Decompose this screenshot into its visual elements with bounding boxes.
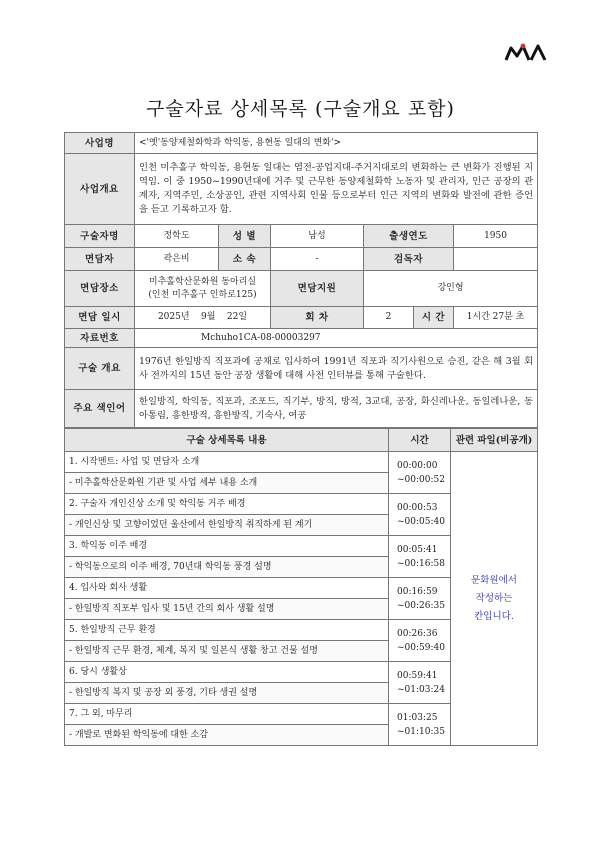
narrator-label: 구술자명 — [65, 225, 135, 248]
place-name: 미추홀학산문화원 동아리실 — [148, 276, 257, 287]
code-value: Mchuho1CA-08-00003297 — [135, 329, 538, 348]
section-time — [389, 494, 451, 536]
keywords-value: 한일방직, 학익동, 직포과, 조포드, 직기부, 방직, 방적, 3교대, 공장, 화신레나운, 동일레나운, 동아통림, 흥한방적, 흥한방직, 기숙사, 여공 — [135, 390, 538, 428]
section-time-start: 00:00:53 — [397, 502, 438, 513]
birth-year-value: 1950 — [454, 225, 538, 248]
section-time-end: ~01:03:24 — [397, 684, 445, 695]
project-value: <'옛'동양제철화학과 학익동, 용현동 일대의 변화'> — [135, 133, 538, 154]
section-time — [389, 452, 451, 494]
section-time — [389, 704, 451, 746]
section-time-start: 00:05:41 — [397, 544, 438, 555]
section-detail: - 개인신상 및 고향이었던 울산에서 한일방직 취직하게 된 계기 — [65, 515, 389, 536]
section-time-start: 00:00:00 — [397, 460, 438, 471]
date-day: 22일 — [226, 312, 248, 322]
section-title: 7. 그 외, 마무리 — [65, 704, 389, 725]
section-time-end: ~00:05:40 — [397, 516, 445, 527]
section-title: 5. 한일방직 근무 환경 — [65, 620, 389, 641]
keywords-label: 주요 색인어 — [65, 390, 135, 428]
date-month: 9월 — [201, 312, 216, 322]
section-title: 3. 학익동 이주 배경 — [65, 536, 389, 557]
date-value — [135, 307, 271, 329]
section-time-end: ~00:00:52 — [397, 474, 445, 485]
section-time-end: ~01:10:35 — [397, 726, 445, 737]
place-label: 면담장소 — [65, 271, 135, 307]
section-detail: - 한일방직 복지 및 공장 외 풍경, 기타 생권 설명 — [65, 683, 389, 704]
section-time — [389, 578, 451, 620]
date-year: 2025년 — [157, 312, 190, 322]
section-time-end: ~00:26:35 — [397, 600, 445, 611]
note-line: 칸입니다. — [474, 610, 514, 622]
duration-label: 시 간 — [414, 307, 454, 329]
interviewer-value: 곽은비 — [135, 248, 219, 271]
round-value: 2 — [364, 307, 414, 329]
note-line: 문화원에서 — [471, 574, 517, 586]
detail-table — [64, 428, 538, 746]
reviewer-label: 검독자 — [364, 248, 454, 271]
section-time — [389, 662, 451, 704]
section-time-end: ~00:59:40 — [397, 642, 445, 653]
summary-value: 1976년 한일방직 직포과에 공채로 입사하여 1991년 직포과 직기사원으로 승진, 같은 해 3월 회사 전까지의 15년 동안 공장 생활에 대해 사전 인터뷰를 통해 구술한다. — [135, 348, 538, 390]
page-title: 구술자료 상세목록 (구술개요 포함) — [146, 98, 455, 120]
assistant-value: 강인형 — [364, 271, 538, 307]
section-detail: - 한일방직 직포부 입사 및 15년 간의 회사 생활 설명 — [65, 599, 389, 620]
reviewer-value — [454, 248, 538, 271]
interviewer-label: 면담자 — [65, 248, 135, 271]
narrator-value: 정학도 — [135, 225, 219, 248]
section-time-end: ~00:16:58 — [397, 558, 445, 569]
section-detail: - 개발로 변화된 학익동에 대한 소감 — [65, 725, 389, 746]
section-time-start: 00:59:41 — [397, 670, 438, 681]
affiliation-value: - — [271, 248, 364, 271]
overview-value: 인천 미추홀구 학익동, 용현동 일대는 염전-공업지대-주거지대로의 변화하는 큰 변화가 진행된 지역임. 이 중 1950~1990년대에 거주 및 근무한 동양제철화학 노동자 및 관리자, 인근 공장의 관계자, 지역주민, 소상공인, 관련 지역사회 인물 등으로부터 인근 지역의 변화와 발전에 관한 증언을 듣고 기록하고자 함. — [135, 154, 538, 225]
section-detail: - 한일방직 근무 환경, 체계, 복지 및 일본식 생활 창고 건물 설명 — [65, 641, 389, 662]
duration-value: 1시간 27분 초 — [454, 307, 538, 329]
note-line: 작성하는 — [475, 592, 513, 604]
section-title: 1. 시작멘트: 사업 및 면담자 소개 — [65, 452, 389, 473]
place-value — [135, 271, 271, 307]
gender-label: 성 별 — [219, 225, 271, 248]
detail-header-time: 시간 — [389, 429, 451, 452]
section-title: 2. 구술자 개인신상 소개 및 학익동 거주 배경 — [65, 494, 389, 515]
detail-header-content: 구술 상세목록 내용 — [65, 429, 389, 452]
round-label: 회 차 — [271, 307, 364, 329]
section-row — [65, 452, 538, 473]
place-address: (인천 미추홀구 인하로125) — [148, 289, 257, 300]
section-time-start: 00:26:36 — [397, 628, 438, 639]
logo-icon — [503, 40, 549, 64]
section-title: 4. 입사와 회사 생활 — [65, 578, 389, 599]
summary-label: 구술 개요 — [65, 348, 135, 390]
overview-table — [64, 132, 538, 428]
project-label: 사업명 — [65, 133, 135, 154]
section-detail: - 학익동으로의 이주 배경, 70년대 학익동 풍경 설명 — [65, 557, 389, 578]
section-time — [389, 536, 451, 578]
code-label: 자료번호 — [65, 329, 135, 348]
section-title: 6. 당시 생활상 — [65, 662, 389, 683]
section-time-start: 00:16:59 — [397, 586, 438, 597]
related-file-note — [451, 452, 538, 746]
section-time-start: 01:03:25 — [397, 712, 438, 723]
detail-header-file: 관련 파일(비공개) — [451, 429, 538, 452]
assistant-label: 면담지원 — [271, 271, 364, 307]
section-time — [389, 620, 451, 662]
date-label: 면담 일시 — [65, 307, 135, 329]
affiliation-label: 소 속 — [219, 248, 271, 271]
section-detail: - 미추홀학산문화원 기관 및 사업 세부 내용 소개 — [65, 473, 389, 494]
gender-value: 남성 — [271, 225, 364, 248]
birth-year-label: 출생연도 — [364, 225, 454, 248]
overview-label: 사업개요 — [65, 154, 135, 225]
